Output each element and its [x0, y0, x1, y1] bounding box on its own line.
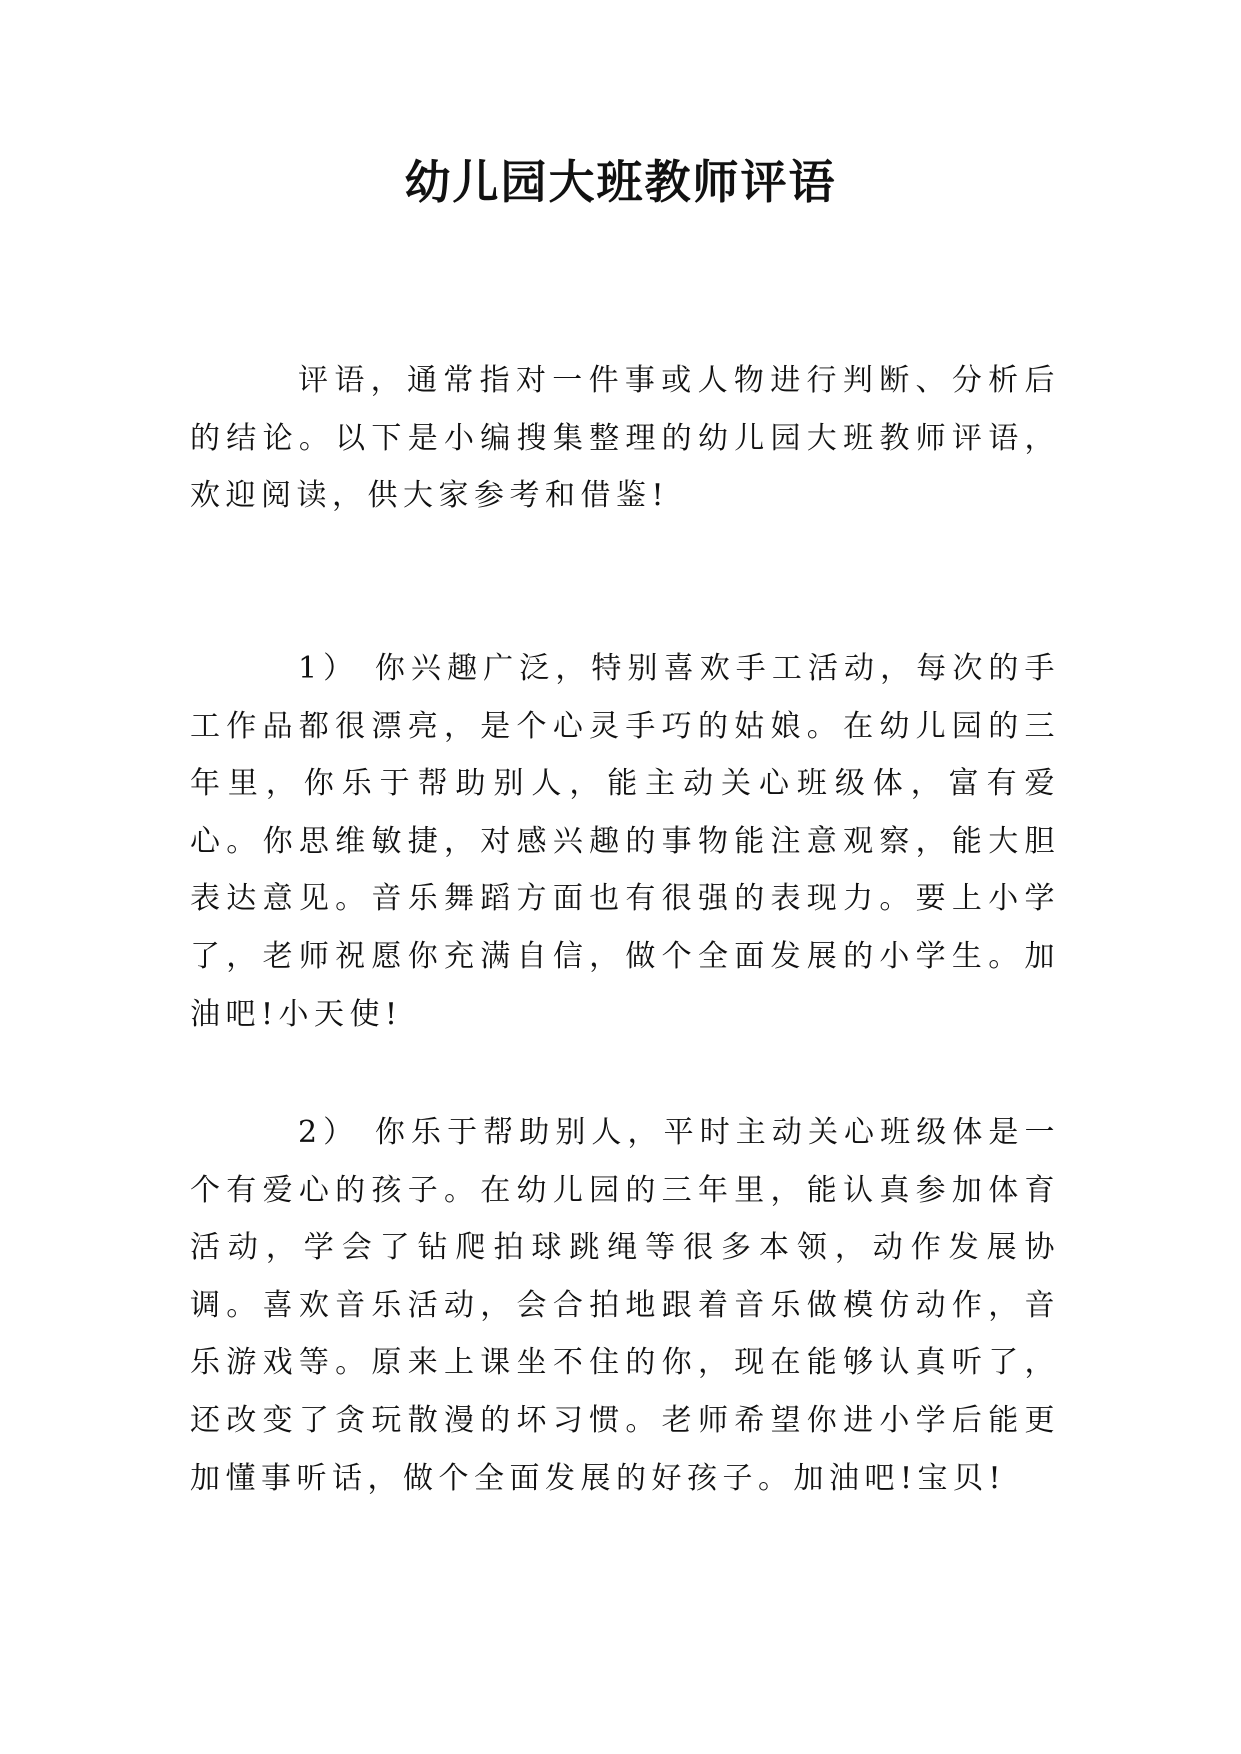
comment-paragraph-2: 2） 你乐于帮助别人，平时主动关心班级体是一个有爱心的孩子。在幼儿园的三年里，能认真参加体育活动，学会了钻爬拍球跳绳等很多本领，动作发展协调。喜欢音乐活动，会合拍地跟着音乐做模仿动作，音乐游戏等。原来上课坐不住的你，现在能够认真听了，还改变了贪玩散漫的坏习惯。老师希望你进小学后能更加懂事听话，做个全面发展的好孩子。加油吧!宝贝! [190, 1115, 1060, 1496]
intro-paragraph: 评语，通常指对一件事或人物进行判断、分析后的结论。以下是小编搜集整理的幼儿园大班教师评语，欢迎阅读，供大家参考和借鉴! [190, 363, 1060, 514]
comment-paragraph-1: 1） 你兴趣广泛，特别喜欢手工活动，每次的手工作品都很漂亮，是个心灵手巧的姑娘。在幼儿园的三年里，你乐于帮助别人，能主动关心班级体，富有爱心。你思维敏捷，对感兴趣的事物能注意观察，能大胆表达意见。音乐舞蹈方面也有很强的表现力。要上小学了，老师祝愿你充满自信，做个全面发展的小学生。加油吧!小天使! [190, 651, 1060, 1032]
document-title: 幼儿园大班教师评语 [404, 155, 837, 209]
